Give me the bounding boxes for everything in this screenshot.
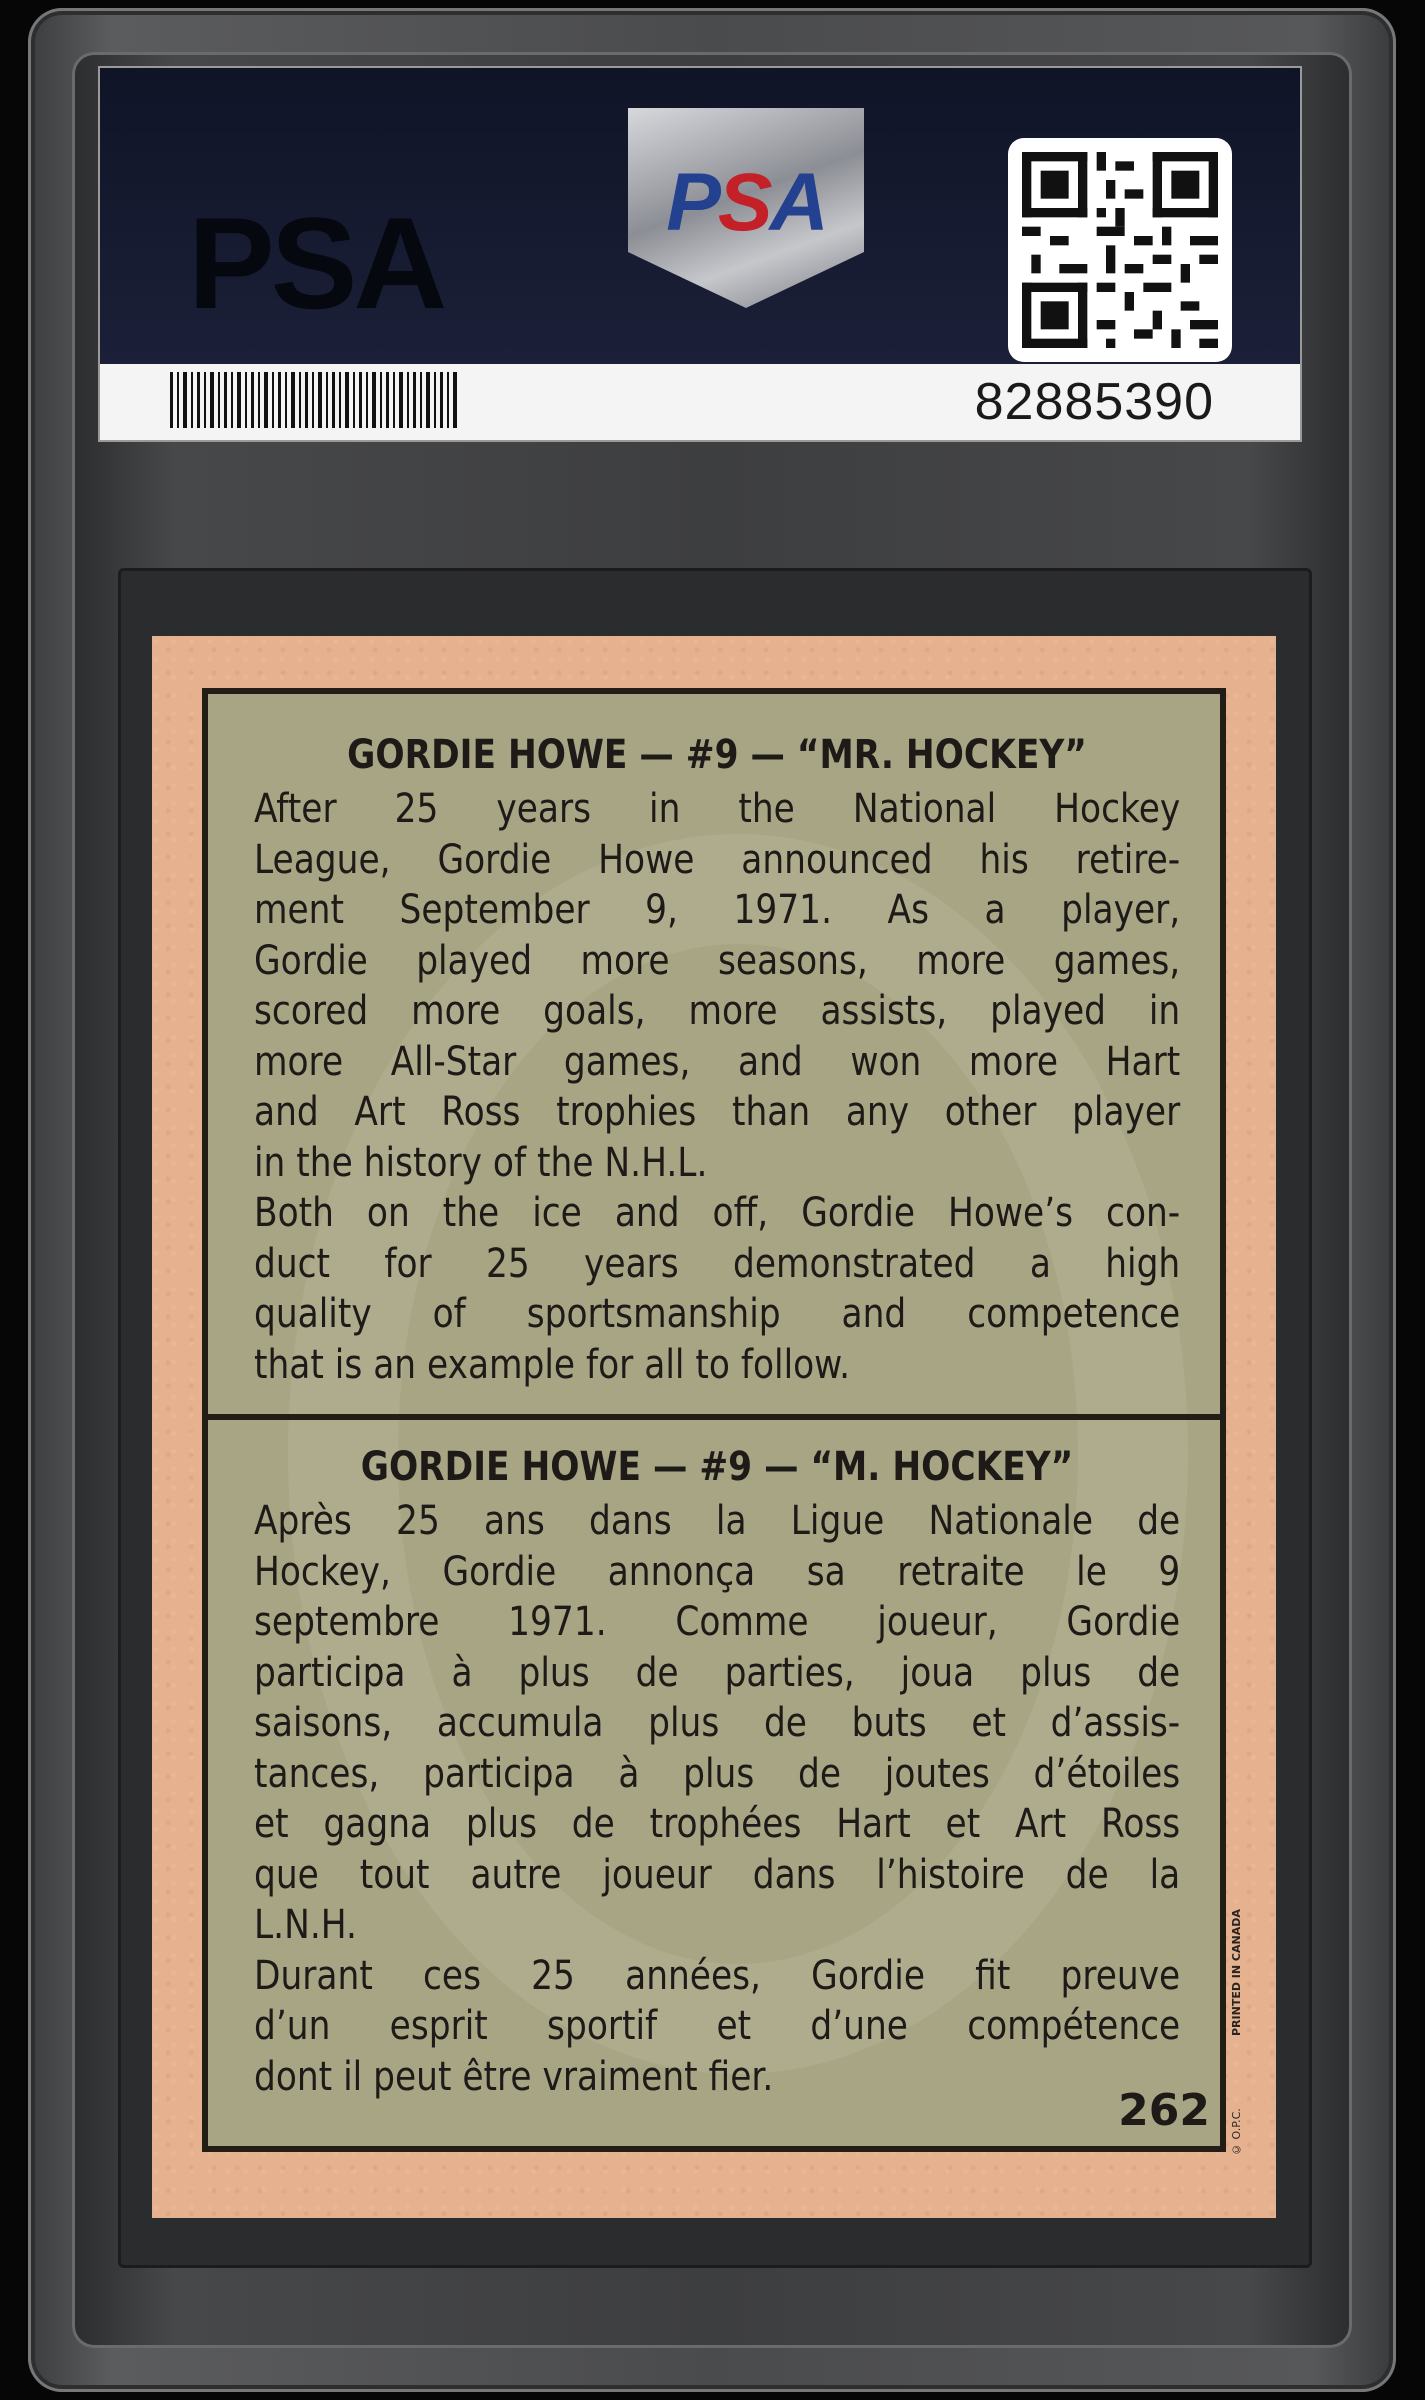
french-section bbox=[254, 1444, 1180, 2102]
english-line: quality of sportsmanship and competence bbox=[254, 1291, 1181, 1337]
french-line: que tout autre joueur dans l’histoire de la bbox=[254, 1851, 1181, 1898]
english-line: more All-Star games, and won more Hart bbox=[254, 1038, 1181, 1085]
english-line: League, Gordie Howe announced his retire- bbox=[254, 836, 1181, 883]
english-line: Gordie played more seasons, more games, bbox=[254, 937, 1181, 984]
english-line: duct for 25 years demonstrated a high bbox=[254, 1240, 1181, 1287]
english-line: in the history of the N.H.L. bbox=[254, 1139, 708, 1186]
psa-shield-logo: PSA bbox=[666, 157, 826, 248]
english-body bbox=[254, 784, 1180, 1390]
french-line: et gagna plus de trophées Hart et Art Ross bbox=[254, 1801, 1181, 1847]
english-line: that is an example for all to follow. bbox=[254, 1341, 851, 1388]
english-heading: GORDIE HOWE — #9 — “MR. HOCKEY” bbox=[347, 732, 1087, 778]
printed-in-canada: PRINTED IN CANADA bbox=[1230, 1909, 1243, 2036]
french-line: Hockey, Gordie annonça sa retraite le 9 bbox=[254, 1548, 1181, 1595]
psa-ghost-logo: PSA bbox=[188, 190, 444, 336]
card-number: 262 bbox=[1118, 2085, 1210, 2136]
english-line: and Art Ross trophies than any other player bbox=[254, 1089, 1181, 1135]
french-line: Durant ces 25 années, Gordie fit preuve bbox=[254, 1952, 1181, 1999]
french-line: tances, participa à plus de joutes d’étoiles bbox=[254, 1750, 1181, 1797]
french-line: saisons, accumula plus de buts et d’assis- bbox=[254, 1700, 1181, 1746]
english-line: ment September 9, 1971. As a player, bbox=[254, 887, 1181, 933]
qr-code-icon[interactable] bbox=[1008, 138, 1232, 362]
french-heading: GORDIE HOWE — #9 — “M. HOCKEY” bbox=[360, 1444, 1074, 1490]
french-line: septembre 1971. Comme joueur, Gordie bbox=[254, 1599, 1181, 1645]
french-line: participa à plus de parties, joua plus de bbox=[254, 1649, 1181, 1696]
label-header bbox=[100, 68, 1300, 364]
french-line: Après 25 ans dans la Ligue Nationale de bbox=[254, 1498, 1181, 1544]
copyright-opc: © O.P.C. bbox=[1230, 2108, 1243, 2156]
trading-card-back bbox=[152, 636, 1276, 2218]
french-body bbox=[254, 1496, 1180, 2102]
english-line: After 25 years in the National Hockey bbox=[254, 786, 1181, 832]
french-line: dont il peut être vraiment fier. bbox=[254, 2053, 774, 2100]
french-line: d’un esprit sportif et d’une compétence bbox=[254, 2003, 1181, 2049]
english-line: Both on the ice and off, Gordie Howe’s con- bbox=[254, 1190, 1181, 1236]
label-strip bbox=[100, 364, 1300, 440]
french-line: L.N.H. bbox=[254, 1902, 357, 1948]
psa-label bbox=[98, 66, 1302, 442]
section-divider bbox=[208, 1414, 1220, 1420]
cert-number: 82885390 bbox=[974, 373, 1214, 431]
barcode bbox=[170, 368, 470, 432]
english-line: scored more goals, more assists, played in bbox=[254, 988, 1181, 1034]
text-panel bbox=[202, 688, 1226, 2152]
english-section bbox=[254, 732, 1180, 1390]
